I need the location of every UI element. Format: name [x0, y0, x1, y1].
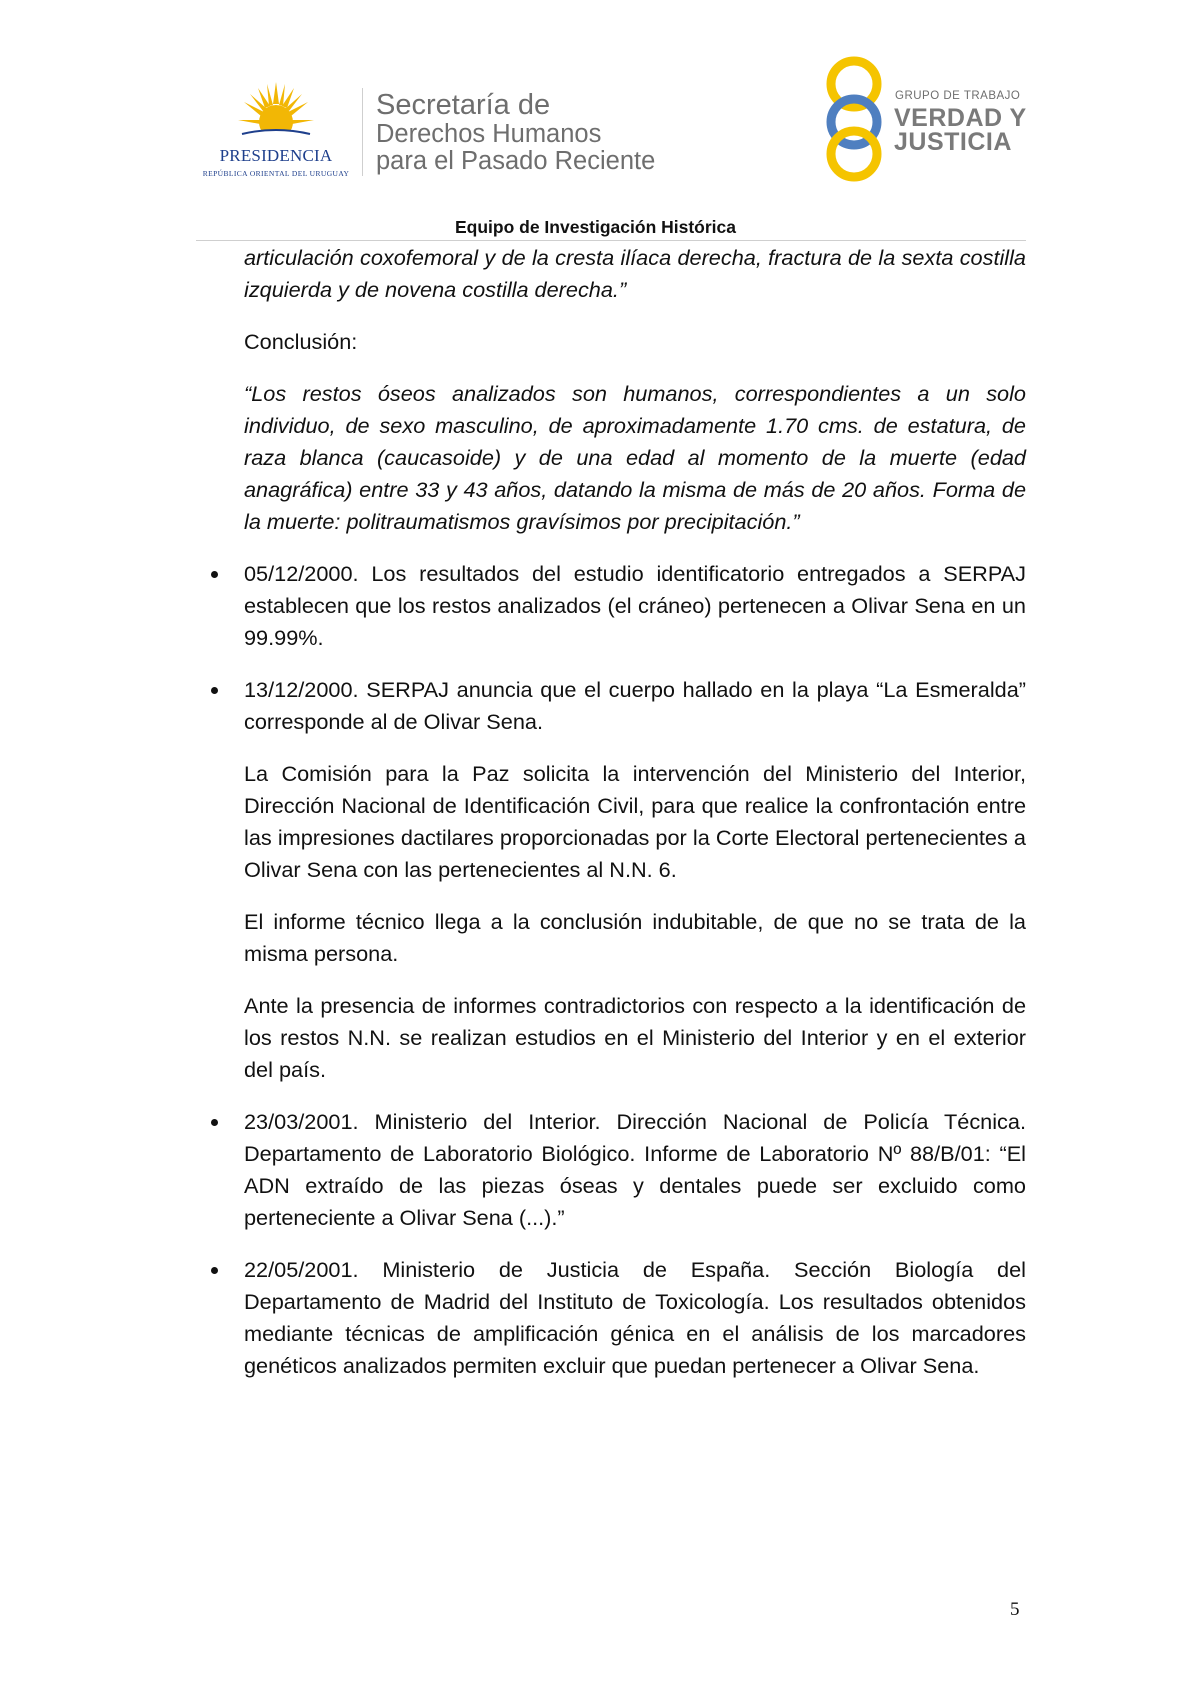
secretaria-line-1: Secretaría de: [376, 89, 551, 121]
sun-emblem-icon: [236, 78, 316, 146]
bullet-icon: [211, 687, 218, 694]
bullet-text: 13/12/2000. SERPAJ anuncia que el cuerpo hallado en la playa “La Esmeralda” corresponde al de Olivar Sena.: [244, 677, 1026, 734]
verdad-label: VERDAD Y: [894, 104, 1027, 132]
bullet-text: 23/03/2001. Ministerio del Interior. Dirección Nacional de Policía Técnica. Departamento de Laboratorio Biológico. Informe de Laboratorio Nº 88/B/01: “El ADN extraído de las piezas óseas y dentales puede ser excluido como perteneciente a Olivar Sena (...).”: [244, 1109, 1026, 1230]
paragraph-ante: Ante la presencia de informes contradictorios con respecto a la identificación de los restos N.N. se realizan estudios en el Ministerio del Interior y en el exterior del país.: [244, 993, 1026, 1082]
list-item: [244, 674, 1026, 738]
secretaria-line-2: Derechos Humanos: [376, 120, 602, 148]
list-item: [244, 558, 1026, 654]
document-body: [244, 242, 1026, 1402]
presidencia-logo: [196, 78, 356, 178]
secretaria-logotype: [376, 90, 655, 175]
paragraph-continuation: articulación coxofemoral y de la cresta ilíaca derecha, fractura de la sexta costilla izquierda y de novena costilla derecha.”: [244, 245, 1026, 302]
page-header: [0, 0, 1191, 240]
grupo-label: GRUPO DE TRABAJO: [895, 90, 1021, 102]
secretaria-line-3: para el Pasado Reciente: [376, 147, 656, 175]
bullet-text: 22/05/2001. Ministerio de Justicia de España. Sección Biología del Departamento de Madrid del Instituto de Toxicología. Los resultados obtenidos mediante técnicas de amplificación génica en el análisis de los marcadores genéticos analizados permiten excluir que puedan pertenecer a Olivar Sena.: [244, 1257, 1026, 1378]
team-title: Equipo de Investigación Histórica: [454, 217, 737, 237]
grupo-trabajo-logo: [820, 56, 1040, 182]
bullet-icon: [211, 1267, 218, 1274]
interlinked-rings-icon: [820, 56, 890, 182]
list-item: [244, 1106, 1026, 1234]
list-item: [244, 1254, 1026, 1382]
presidencia-subtitle: REPÚBLICA ORIENTAL DEL URUGUAY: [202, 169, 350, 178]
paragraph-comision: La Comisión para la Paz solicita la intervención del Ministerio del Interior, Dirección Nacional de Identificación Civil, para que realice la confrontación entre las impresiones dactilares proporcionadas por la Corte Electoral pertenecientes a Olivar Sena con las pertenecientes al N.N. 6.: [244, 761, 1026, 882]
bullet-icon: [211, 1119, 218, 1126]
page-number: 5: [1010, 1599, 1020, 1620]
presidencia-name: PRESIDENCIA: [219, 146, 333, 165]
paragraph-conclusion-quote: “Los restos óseos analizados son humanos, correspondientes a un solo individuo, de sexo masculino, de aproximadamente 1.70 cms. de estatura, de raza blanca (caucasoide) y de una edad al momento de la muerte (edad anagráfica) entre 33 y 43 años, datando la misma de más de 20 años. Forma de la muerte: politraumatismos gravísimos por precipitación.”: [244, 381, 1026, 534]
justicia-label: JUSTICIA: [894, 128, 1012, 156]
header-divider: [362, 88, 363, 176]
header-rule: [196, 240, 1026, 241]
bullet-icon: [211, 571, 218, 578]
paragraph-informe: El informe técnico llega a la conclusión indubitable, de que no se trata de la misma persona.: [244, 909, 1026, 966]
bullet-text: 05/12/2000. Los resultados del estudio identificatorio entregados a SERPAJ establecen que los restos analizados (el cráneo) pertenecen a Olivar Sena en un 99.99%.: [244, 561, 1026, 650]
conclusion-label: Conclusión:: [244, 329, 358, 354]
